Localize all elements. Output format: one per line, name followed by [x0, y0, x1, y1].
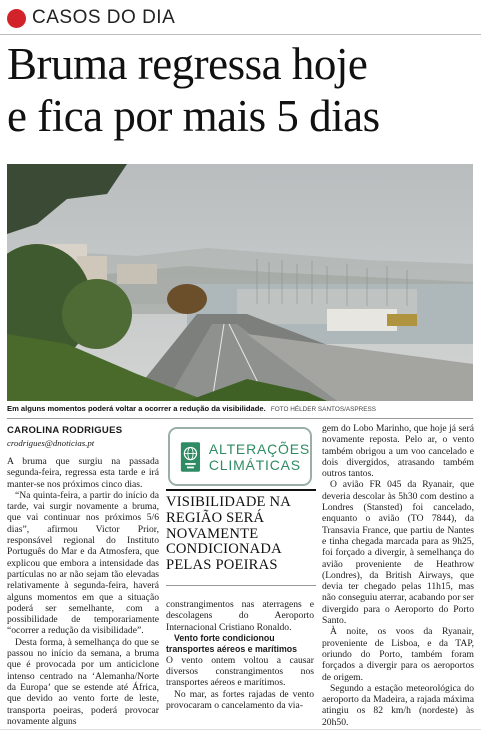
headline: [7, 38, 477, 142]
paragraph: constrangimentos nas aterragens e descolagens do Aeroporto Internacional Cristiano Ronaldo.: [166, 599, 314, 633]
article-column-3: [322, 423, 474, 728]
paragraph: O vento ontem voltou a causar diversos constrangimentos nos transportes aéreos e marítimos.: [166, 654, 314, 689]
paragraph: Segundo a estação meteorológica do aeroporto da Madeira, a rajada máxima atingiu os 82 km/h (nordeste) às 20h50.: [322, 682, 474, 728]
intertitle: Vento forte condicionou transportes aéreos e marítimos: [166, 632, 298, 654]
author-email: crodrigues@dnoticias.pt: [7, 438, 95, 448]
headline-line-2: e fica por mais 5 dias: [7, 91, 380, 141]
article-column-1: [7, 456, 159, 727]
article-photo: [7, 164, 473, 401]
paragraph: À noite, os voos da Ryanair, proveniente de Lisboa, e da TAP, oriundo do Porto, também foram forçados a divergir para os aeroportos de origem.: [322, 626, 474, 683]
section-header: [7, 6, 175, 30]
section-label: CASOS DO DIA: [32, 7, 176, 28]
paragraph: A bruma que surgiu na passada segunda-feira, regressa esta tarde e irá manter-se nos próximos cinco dias.: [7, 456, 159, 490]
caption-text: Em alguns momentos poderá voltar a ocorrer a redução da visibilidade.: [7, 404, 266, 413]
paragraph: gem do Lobo Marinho, que hoje já será novamente reposta. Pelo ar, o vento também obrigou a um voo cancelado e dois divergidos, atrasando também outros tantos.: [322, 423, 474, 480]
divider: [7, 418, 473, 419]
paragraph: Desta forma, à semelhança do que se passou no início da semana, a bruma que é provocada por um anticiclone intenso centrado na ‘Alemanha/Norte da Europa’ que se estende até África, que devido ao vento forte de leste, transporta poeiras, poderá provocar novamente alguns: [7, 636, 159, 727]
funchal-harbour-photo: [7, 164, 473, 401]
climate-change-tag: [168, 427, 312, 486]
climate-tag-line-1: ALTERAÇÕES: [208, 440, 310, 457]
divider: [166, 489, 316, 491]
article-column-2: [166, 599, 314, 711]
paragraph: O avião FR 045 da Ryanair, que deveria descolar às 5h30 com destino a Londres (Stansted) foi cancelado, enquanto o avião (TO 7844), da Transavia France, que partiu de Nantes e tinha chegada marcada para as 9h25, foi forçado a divergir, à semelhança do avião proveniente de Heathrow (Londres), da British Airways, que devia ter chegado pelas 11h15, mas não conseguiu aterrar, acabando por ser divergido para o Aeroporto do Porto Santo.: [322, 479, 474, 627]
globe-thermometer-icon: [180, 439, 201, 475]
climate-tag-label: [209, 441, 310, 473]
page-bottom-rule: [0, 729, 481, 730]
paragraph: No mar, as fortes rajadas de vento provocaram o cancelamento da via-: [166, 688, 314, 712]
climate-tag-line-2: CLIMÁTICAS: [208, 456, 301, 473]
section-dot-icon: [7, 9, 26, 28]
paragraph: “Na quinta-feira, a partir do início da tarde, vai surgir novamente a bruma, que vai continuar nos próximos 5/6 dias”, afirmou Victor Prior, responsável regional do Instituto Português do Mar e da Atmosfera, que explicou que embora a intensidade das partículas no ar não sejam tão elevadas relativamente à segunda-feira, haverá alguns momentos em que a situação poderá ser semelhante, com a possibilidade de temporariamente “ocorrer a redução da visibilidade”.: [7, 489, 159, 637]
subheadline: VISIBILIDADE NA REGIÃO SERÁ NOVAMENTE CONDICIONADA PELAS POEIRAS: [166, 494, 291, 574]
headline-line-1: Bruma regressa hoje: [7, 39, 368, 89]
author-name: CAROLINA RODRIGUES: [7, 425, 123, 436]
photo-caption: [7, 404, 477, 415]
divider: [166, 585, 316, 586]
divider: [0, 34, 481, 35]
photo-credit: FOTO HÉLDER SANTOS/ASPRESS: [270, 406, 377, 413]
